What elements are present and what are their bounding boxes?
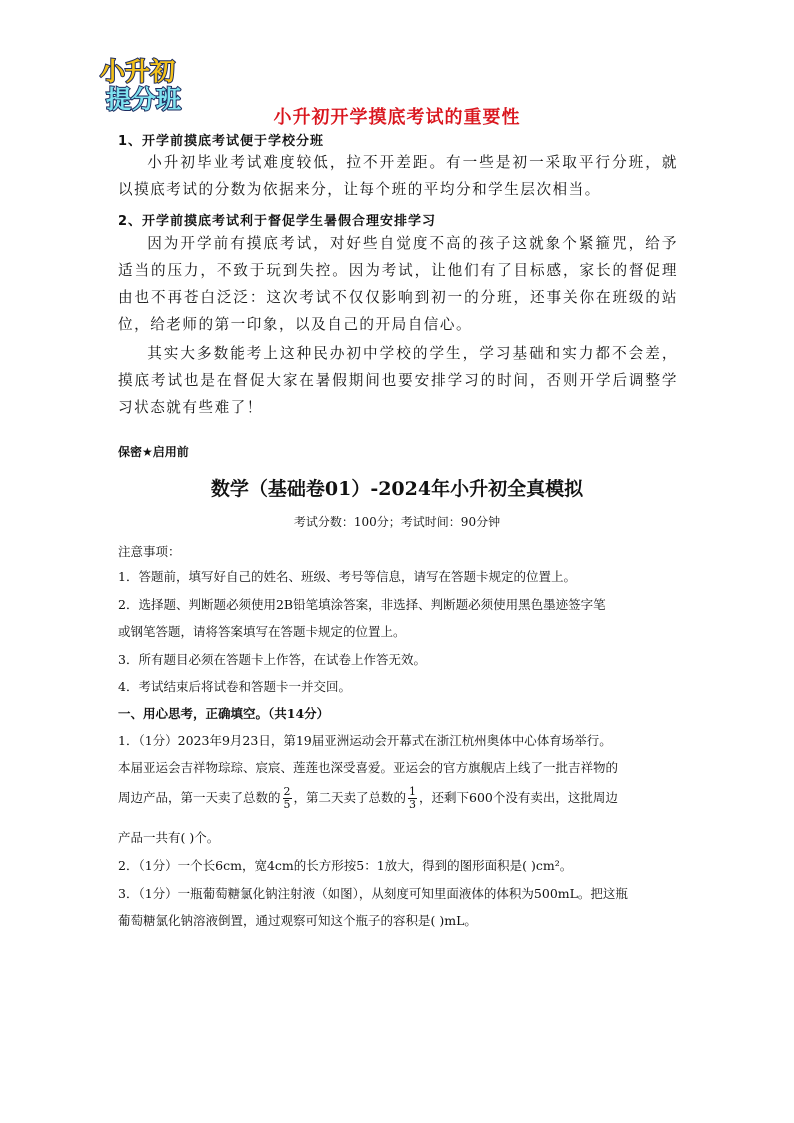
fraction-numerator: 2 [283,785,291,798]
note-item: 或钢笔答题，请将答案填写在答题卡规定的位置上。 [118,624,406,639]
section-heading: 一、用心思考，正确填空。（共14分） [118,706,330,721]
question-1-line: 本届亚运会吉祥物琮琮、宸宸、莲莲也深受喜爱。亚运会的官方旗舰店上线了一批吉祥物的 [118,760,619,775]
question-1-line: 1．（1分）2023年9月23日，第19届亚洲运动会开幕式在浙江杭州奥体中心体育场举行。 [118,733,612,748]
question-1-line [118,786,618,811]
section1-paragraph: 小升初毕业考试难度较低，拉不开差距。有一些是初一采取平行分班，就以摸底考试的分数为依据来分，让每个班的平均分和学生层次相当。 [118,154,678,198]
secret-label: 保密★启用前 [118,445,189,459]
question-1-line: 产品一共有( )个。 [118,830,220,845]
question-1-text-a: 周边产品，第一天卖了总数的 [118,790,281,805]
section2-paragraph: 因为开学前有摸底考试，对好些自觉度不高的孩子这就象个紧箍咒，给予适当的压力，不致于玩到失控。因为考试，让他们有了目标感，家长的督促理由也不再苍白泛泛：这次考试不仅仅影响到初一的分班，还事关你在班级的站位，给老师的第一印象，以及自己的开局自信心。 [118,235,678,333]
question-1-text-c: ，还剩下600个没有卖出，这批周边 [419,790,618,805]
fraction-numerator: 1 [409,785,417,798]
question-1-text-b: ，第二天卖了总数的 [293,790,407,805]
section1-heading: 1、开学前摸底考试便于学校分班 [118,134,325,149]
fraction-denominator: 5 [283,798,291,811]
fraction-denominator: 3 [409,798,417,811]
fraction-two-fifths [283,786,292,811]
section2-heading: 2、开学前摸底考试利于督促学生暑假合理安排学习 [118,214,437,229]
exam-title: 数学（基础卷01）-2024年小升初全真模拟 [210,478,584,500]
note-item: 3．所有题目必须在答题卡上作答，在试卷上作答无效。 [118,652,426,667]
question-3-line: 3．（1分）一瓶葡萄糖氯化钠注射液（如图），从刻度可知里面液体的体积为500mL。把这瓶 [118,886,628,901]
notes-heading: 注意事项： [118,544,181,559]
question-3-line: 葡萄糖氯化钠溶液倒置，通过观察可知这个瓶子的容积是( )mL。 [118,913,477,928]
note-item: 2．选择题、判断题必须使用2B铅笔填涂答案，非选择、判断题必须使用黑色墨迹签字笔 [118,597,606,612]
logo-line2: 提分班 [106,85,182,114]
exam-info: 考试分数：100分；考试时间：90分钟 [293,515,501,529]
logo-line1: 小升初 [100,57,176,86]
note-item: 4．考试结束后将试卷和答题卡一并交回。 [118,679,351,694]
section3-paragraph: 其实大多数能考上这种民办初中学校的学生，学习基础和实力都不会差，摸底考试也是在督促大家在暑假期间也要安排学习的时间，否则开学后调整学习状态就有些难了！ [118,345,678,416]
fraction-one-third [408,786,417,811]
question-2: 2．（1分）一个长6cm，宽4cm的长方形按5：1放大，得到的图形面积是( )cm²。 [118,858,573,873]
note-item: 1．答题前，填写好自己的姓名、班级、考号等信息，请写在答题卡规定的位置上。 [118,569,576,584]
intro-title: 小升初开学摸底考试的重要性 [273,107,521,128]
